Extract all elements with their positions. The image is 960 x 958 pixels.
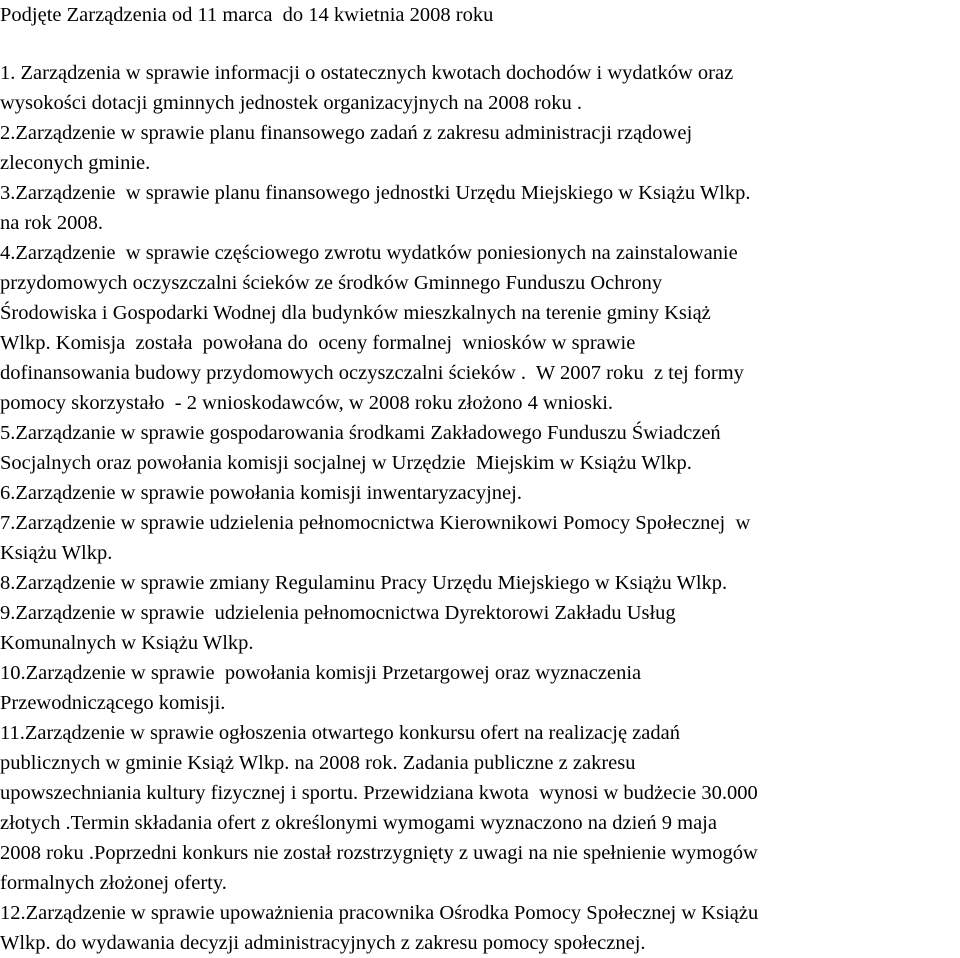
item-12-line-2: Wlkp. do wydawania decyzji administracyjnych z zakresu pomocy społecznej.	[0, 932, 646, 954]
item-2-line-2: zleconych gminie.	[0, 152, 151, 174]
item-9-line-2: Komunalnych w Książu Wlkp.	[0, 632, 254, 654]
item-4-line-6: pomocy skorzystało - 2 wnioskodawców, w 2008 roku złożono 4 wnioski.	[0, 392, 614, 414]
item-11-line-6: formalnych złożonej oferty.	[0, 872, 227, 894]
item-7-line-1: 7.Zarządzenie w sprawie udzielenia pełnomocnictwa Kierownikowi Pomocy Społecznej w	[0, 512, 751, 534]
item-7-line-2: Książu Wlkp.	[0, 542, 113, 564]
item-11-line-5: 2008 roku .Poprzedni konkurs nie został rozstrzygnięty z uwagi na nie spełnienie wymogów	[0, 842, 758, 864]
item-1-line-1: 1. Zarządzenia w sprawie informacji o ostatecznych kwotach dochodów i wydatków oraz	[0, 62, 734, 84]
item-11-line-1: 11.Zarządzenie w sprawie ogłoszenia otwartego konkursu ofert na realizację zadań	[0, 722, 680, 744]
item-8-line-1: 8.Zarządzenie w sprawie zmiany Regulaminu Pracy Urzędu Miejskiego w Książu Wlkp.	[0, 572, 728, 594]
item-2-line-1: 2.Zarządzenie w sprawie planu finansowego zadań z zakresu administracji rządowej	[0, 122, 693, 144]
document-title: Podjęte Zarządzenia od 11 marca do 14 kwietnia 2008 roku	[0, 4, 494, 26]
item-11-line-3: upowszechniania kultury fizycznej i sportu. Przewidziana kwota wynosi w budżecie 30.000	[0, 782, 758, 804]
item-10-line-1: 10.Zarządzenie w sprawie powołania komisji Przetargowej oraz wyznaczenia	[0, 662, 642, 684]
item-12-line-1: 12.Zarządzenie w sprawie upoważnienia pracownika Ośrodka Pomocy Społecznej w Książu	[0, 902, 759, 924]
item-4-line-2: przydomowych oczyszczalni ścieków ze środków Gminnego Funduszu Ochrony	[0, 272, 663, 294]
item-11-line-4: złotych .Termin składania ofert z określonymi wymogami wyznaczono na dzień 9 maja	[0, 812, 717, 834]
item-11-line-2: publicznych w gminie Książ Wlkp. na 2008 rok. Zadania publiczne z zakresu	[0, 752, 636, 774]
item-4-line-3: Środowiska i Gospodarki Wodnej dla budynków mieszkalnych na terenie gminy Książ	[0, 302, 711, 324]
item-4-line-1: 4.Zarządzenie w sprawie częściowego zwrotu wydatków poniesionych na zainstalowanie	[0, 242, 738, 264]
item-4-line-5: dofinansowania budowy przydomowych oczyszczalni ścieków . W 2007 roku z tej formy	[0, 362, 744, 384]
item-6-line-1: 6.Zarządzenie w sprawie powołania komisji inwentaryzacyjnej.	[0, 482, 522, 504]
item-4-line-4: Wlkp. Komisja została powołana do oceny formalnej wniosków w sprawie	[0, 332, 636, 354]
item-3-line-1: 3.Zarządzenie w sprawie planu finansowego jednostki Urzędu Miejskiego w Książu Wlkp.	[0, 182, 751, 204]
item-5-line-1: 5.Zarządzanie w sprawie gospodarowania środkami Zakładowego Funduszu Świadczeń	[0, 422, 721, 444]
item-10-line-2: Przewodniczącego komisji.	[0, 692, 226, 714]
item-3-line-2: na rok 2008.	[0, 212, 104, 234]
item-9-line-1: 9.Zarządzenie w sprawie udzielenia pełnomocnictwa Dyrektorowi Zakładu Usług	[0, 602, 676, 624]
item-5-line-2: Socjalnych oraz powołania komisji socjalnej w Urzędzie Miejskim w Książu Wlkp.	[0, 452, 692, 474]
item-1-line-2: wysokości dotacji gminnych jednostek organizacyjnych na 2008 roku .	[0, 92, 583, 114]
